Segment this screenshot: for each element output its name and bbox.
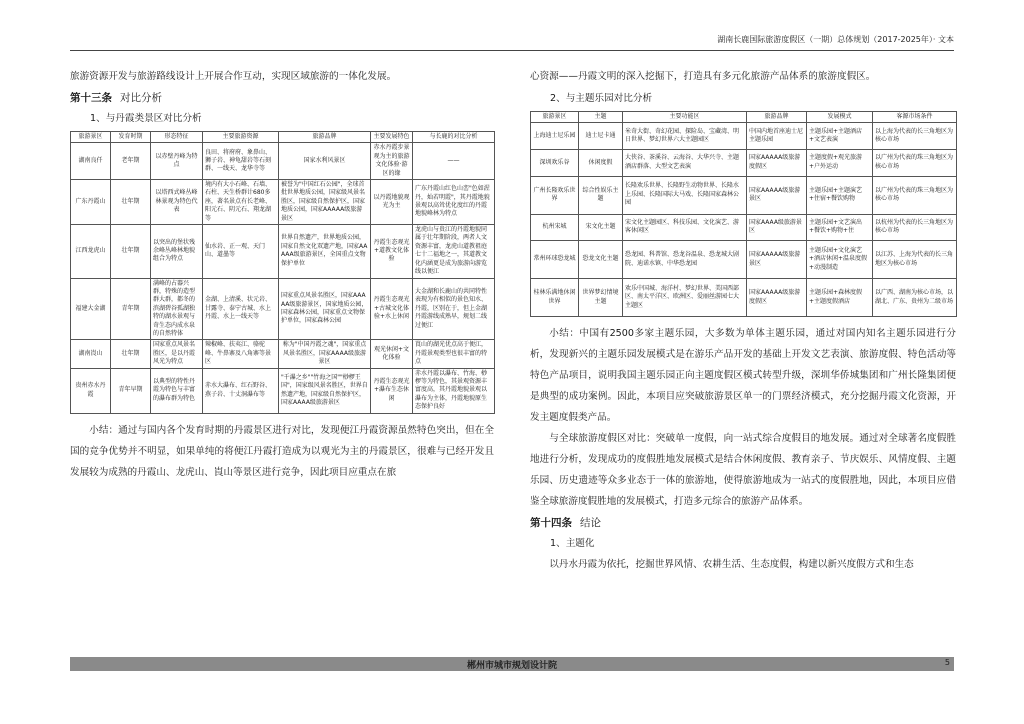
table-cell: 深圳欢乐谷: [531, 150, 579, 177]
table-cell: 主题乐园+森林度假+主题度假酒店: [807, 279, 873, 317]
table-cell: 以江苏、上海为代表的长三角地区为核心市场: [873, 241, 957, 279]
footer-org: 郴州市城市规划设计院: [466, 661, 557, 671]
table-cell: 以塔西式峰丛峰林景观为特色代表: [151, 180, 203, 225]
table-row: [71, 143, 495, 180]
table-cell: 境内有大小石峰、石墙、石柱、天生桥群计680多座，著名景点有长老峰、阳元石、阴元石、翔龙湖等: [203, 180, 279, 225]
table-cell: 迪士尼卡通: [579, 123, 623, 150]
table-cell: 广东丹霞山: [71, 180, 111, 225]
table-cell: 国家AAAAA级旅游度假区: [747, 150, 807, 177]
table-cell: 龙虎山与贵江的丹霞地貌同属于壮年期阶段，两者人文资源丰富，龙虎山道教祖庭七十二福地之一，其道教文化内涵更是成为旅游向游览线以便江: [413, 225, 495, 278]
col-header: 旅游景区: [71, 132, 111, 143]
table-row: [71, 278, 495, 340]
table-cell: 以广州为代表的珠三角地区为核心市场: [873, 176, 957, 214]
table-cell: "千瀑之乡""竹海之国""桫椤王国"，国家级风景名胜区，世界自然遗产地，国家级自然保护区，国家AAAA级旅游景区: [279, 368, 371, 413]
table-cell: 青年期: [111, 278, 151, 340]
table-cell: 国家水利风景区: [279, 143, 371, 180]
table-cell: 丹霞生态观光+古城文化体验+水上休闲: [371, 278, 413, 340]
table-cell: 国家AAAA级旅游景区: [747, 214, 807, 241]
table-row: [531, 176, 957, 214]
table-cell: 中国内地首座迪士尼主题乐园: [747, 123, 807, 150]
table-header-row: [71, 132, 495, 143]
table-cell: 老年期: [111, 143, 151, 180]
table-cell: 壮年期: [111, 180, 151, 225]
article-13-heading: 第十三条 对比分析: [70, 92, 162, 104]
table-cell: 丹霞生态观光+瀑布生态休闲: [371, 368, 413, 413]
left-intro: 旅游资源开发与旅游路线设计上开展合作互动，实现区域旅游的一体化发展。: [70, 71, 397, 82]
section-theming: 1、主题化: [550, 538, 595, 549]
table-cell: 国家AAAAA级旅游度假区: [747, 279, 807, 317]
table-cell: 国家AAAAA级旅游景区: [747, 176, 807, 214]
table-cell: 世界自然遗产，世界地质公园，国家自然文化双遗产地，国家AAAAA级旅游景区，全国重点文物保护单位: [279, 225, 371, 278]
section-theme-park-comparison: 2、与主题乐园对比分析: [550, 93, 653, 104]
table-cell: 米奇大街、奇幻花园、探险岛、宝藏湾、明日世界、梦幻世界六大主题园区: [623, 123, 747, 150]
table-header-row: [531, 112, 957, 123]
table-row: [71, 340, 495, 368]
table-cell: 以广州为代表的珠三角地区为核心市场: [873, 150, 957, 177]
table-cell: 杭州宋城: [531, 214, 579, 241]
col-header: 主要旅游资源: [203, 132, 279, 143]
table-cell: 青年早期: [111, 368, 151, 413]
table-cell: 以突出的堡状残余峰丛峰林地貌组合为特点: [151, 225, 203, 278]
col-header: 发展模式: [807, 112, 873, 123]
col-header: 形态特征: [151, 132, 203, 143]
table-cell: 大金湖和长鹿山的共同特性表现为有相似的景色知水、丹霞，区别在于，但上金湖丹霞游线成熟早，规划二线过便江: [413, 278, 495, 340]
table-cell: 恐龙园、科普馆、恐龙谷温泉、恐龙城大剧院、迪诺水镇、中华恐龙园: [623, 241, 747, 279]
table-cell: 湖南良仟: [71, 143, 111, 180]
danxia-comparison-table: [70, 131, 495, 414]
right-intro: 心资源——丹霞文明的深入挖掘下，打造具有多元化旅游产品体系的旅游度假区。: [530, 71, 876, 82]
left-column: [70, 66, 494, 483]
table-cell: 休闲度假: [579, 150, 623, 177]
table-row: [531, 241, 957, 279]
table-cell: 常州环球恐龙城: [531, 241, 579, 279]
col-header: 旅游品牌: [747, 112, 807, 123]
table-cell: 赤水丹霞步景观为主的旅游文化体验·游区的缘: [371, 143, 413, 180]
table-row: [531, 150, 957, 177]
table-cell: 主题度假+观光旅游+户外运动: [807, 150, 873, 177]
table-cell: 满峰的占器兴群，特殊的造型群大群，都冬的滨湖碧谷孤湖独特的湖水景观与奇生态内成水泉的自然特体: [151, 278, 203, 340]
col-header: 与长鹿的对比分析: [413, 132, 495, 143]
table-cell: 欢乐中国城、海洋村、梦幻世界、美国西部区、南太平洋区、欧洲区、爱丽丝游园七大主题区: [623, 279, 747, 317]
table-cell: 崀山的湖光优点高于便江，丹霞景观类型也很丰富的特点: [413, 340, 495, 368]
table-cell: 广东丹霞山红色山峦"色如渥丹，灿若明霞"，其丹霞地貌景观以高耸优化度红的丹霞地貌峰林为特点: [413, 180, 495, 225]
table-cell: 国家重点风景名胜区，国家AAAAA级旅游景区，国家地质公园，国家森林公园，国家重点文物保护单位，国家森林公园: [279, 278, 371, 340]
col-header: 客源市场条件: [873, 112, 957, 123]
table-row: [71, 225, 495, 278]
table-cell: 被誉为"中国红石公园"，全球首批世界地质公园，国家级风景名胜区，国家级自然保护区，国家地质公园，国家AAAAA级旅游景区: [279, 180, 371, 225]
col-header: 主要发展特色: [371, 132, 413, 143]
table-cell: ——: [413, 143, 495, 180]
table-cell: 观光休闲+文化体验: [371, 340, 413, 368]
page-number: 5: [944, 658, 950, 667]
table-cell: 赤水大瀑布、红石野谷、燕子岩、十丈洞瀑布等: [203, 368, 279, 413]
col-header: 发育时期: [111, 132, 151, 143]
table-row: [531, 279, 957, 317]
table-cell: 主题乐园+文化演艺+酒店休闲+温泉度假+动漫制造: [807, 241, 873, 279]
article-14-heading: 第十四条 结论: [530, 517, 601, 529]
table-cell: 江西龙虎山: [71, 225, 111, 278]
header-title: 湖南长鹿国际旅游度假区（一期）总体规划（2017-2025年）· 文本: [717, 35, 954, 44]
table-row: [71, 180, 495, 225]
table-cell: 金湖、上清溪、状元岩、甘露寺、泰宁古城、水上丹霞、水上一线天等: [203, 278, 279, 340]
table-cell: 以赤壁丹峰为特点: [151, 143, 203, 180]
table-cell: 国家AAAAA级旅游景区: [747, 241, 807, 279]
table-cell: 长隆欢乐世界、长隆野生动物世界、长隆水上乐园、长隆国际大马戏、长隆国家森林公园: [623, 176, 747, 214]
table-cell: 福建大金湖: [71, 278, 111, 340]
table-cell: 称为"中国丹霞之魂"，国家重点风景名胜区，国家AAAA级旅游景区: [279, 340, 371, 368]
table-cell: 世界梦幻情境主题: [579, 279, 623, 317]
table-cell: 仙水岩、正一观、天门山、道墨等: [203, 225, 279, 278]
resort-comparison: 与全球旅游度假区对比：突破单一度假，向一站式综合度假目的地发展。通过对全球著名度假胜地进行分析，发现成功的度假胜地发展模式是结合休闲度假、教育亲子、节庆娱乐、风情度假、主题乐园、历史遗迹等众多业态于一体的旅游地，使得旅游地成为一站式的度假胜地，因此，本项目应借鉴全球旅游度假胜地的发展模式，打造多元综合的旅游产品体系。: [530, 433, 956, 507]
theme-park-comparison-table: [530, 111, 957, 317]
table-cell: 宋文化主题: [579, 214, 623, 241]
left-summary: 小结：通过与国内各个发育时期的丹霞景区进行对比，发现便江丹霞资源虽然特色突出，但在全国的竞争优势并不明显，如果单纯的将便江丹霞打造成为以观光为主的丹霞景区，很难与已经开发且发展较为成熟的丹霞山、龙虎山、崀山等景区进行竞争，因此项目应重点在旅: [70, 424, 494, 478]
table-cell: 主题乐园+主题演艺+住宿+餐饮购物: [807, 176, 873, 214]
table-row: [531, 123, 957, 150]
table-cell: 广州长隆欢乐世界: [531, 176, 579, 214]
table-cell: 壮年期: [111, 225, 151, 278]
table-cell: 以丹霞地貌观光为主: [371, 180, 413, 225]
col-header: 主要功能区: [623, 112, 747, 123]
table-cell: 良田、将府府、象鼻山、狮子岩、神龟甜岩等石刻群、一线天、龙华寺等: [203, 143, 279, 180]
header-rule: [70, 50, 954, 51]
table-cell: 以杭州为代表的长三角地区为核心市场: [873, 214, 957, 241]
table-cell: 壮年期: [111, 340, 151, 368]
table-cell: 国家重点风景名胜区，是以丹霞风光为特点: [151, 340, 203, 368]
table-row: [71, 368, 495, 413]
table-cell: 辣椒峰、扶夷江、骆驼峰、牛鼻寨及八角寨等景区: [203, 340, 279, 368]
col-header: 主题: [579, 112, 623, 123]
table-cell: 以典型的特性丹霞为特色与丰富的瀑布群为特色: [151, 368, 203, 413]
section-danxia-comparison: 1、与丹霞类景区对比分析: [90, 113, 202, 124]
table-row: [531, 214, 957, 241]
table-cell: 以上海为代表的长三角地区为核心市场: [873, 123, 957, 150]
table-cell: 大侠谷、茶溪谷、云海谷、大华兴寺、主题酒店群落、大型文艺表演: [623, 150, 747, 177]
table-cell: 恐龙文化主题: [579, 241, 623, 279]
table-cell: 湖南崀山: [71, 340, 111, 368]
table-cell: 综合性娱乐主题: [579, 176, 623, 214]
right-column: [530, 66, 956, 575]
table-cell: 桂林乐满地休闲世界: [531, 279, 579, 317]
table-cell: 丹霞生态观光+道教文化体验: [371, 225, 413, 278]
col-header: 旅游景区: [531, 112, 579, 123]
right-last-paragraph: 以丹水丹霞为依托，挖掘世界风情、农耕生活、生态度假，构建以新兴度假方式和生态: [549, 559, 914, 570]
col-header: 旅游品牌: [279, 132, 371, 143]
theme-park-summary: 小结：中国有2500多家主题乐园，大多数为单体主题乐园，通过对国内知名主题乐园进行分析，发现新兴的主题乐园发展模式是在游乐产品开发的基础上开发文艺表演、旅游度假、特色活动等特色产品项目，说明我国主题乐园正向主题度假区模式转型升级，深圳华侨城集团和广州长隆集团便是典型的成功案例。因此，本项目应突破旅游景区单一的门票经济模式，充分挖掘丹霞文化资源，开发主题度假类产品。: [530, 328, 956, 423]
table-cell: 宋文化主题园区、科技乐园、文化演艺、游客休闲区: [623, 214, 747, 241]
table-cell: 主题乐园+文艺演出+餐饮+购物+住: [807, 214, 873, 241]
table-cell: 贵州赤水丹霞: [71, 368, 111, 413]
table-cell: 上海迪士尼乐园: [531, 123, 579, 150]
table-cell: 赤水丹霞以瀑布、竹海、桫椤等为特色，其景观资源丰富度高，其丹霞地貌景观以瀑布为主体，丹霞地貌原生态保护良好: [413, 368, 495, 413]
table-cell: 主题乐园+主题酒店+文艺表演: [807, 123, 873, 150]
table-cell: 以广西、湖南为核心市场，以湖北、广东、贵州为二级市场: [873, 279, 957, 317]
